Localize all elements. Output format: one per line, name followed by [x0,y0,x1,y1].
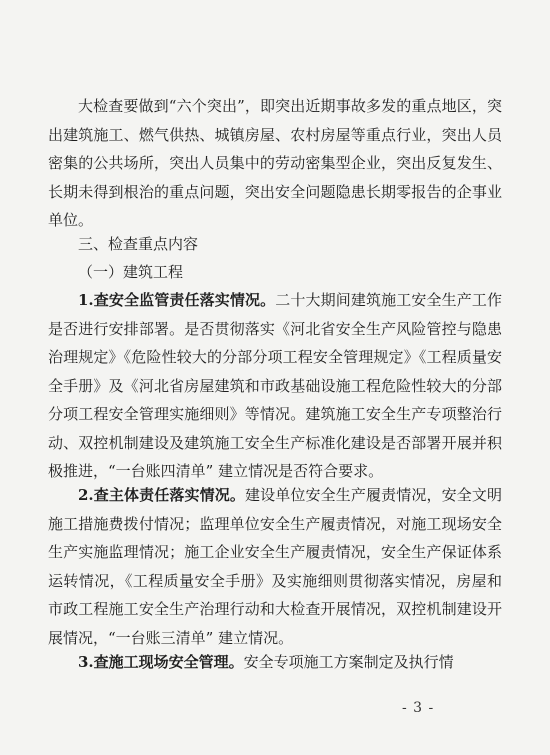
page-number: - 3 - [402,700,435,716]
item-2-paragraph [48,481,502,652]
subsection-1-heading: （一）建筑工程 [78,263,184,281]
item-1-lead: 1.查安全监管责任落实情况。 [78,291,276,309]
item-2-body: 建设单位安全生产履责情况，安全文明施工措施费拨付情况；监理单位安全生产履责情况，对施工现场安全生产实施监理情况；施工企业安全生产履责情况，安全生产保证体系运转情况，《工程质量安全手册》及实施细则贯彻落实情况，房屋和市政工程施工安全生产治理行动和大检查开展情况，双控机制建设开展情况，“一台账三清单” 建立情况。 [48,486,502,647]
item-1-body: 二十大期间建筑施工安全生产工作是否进行安排部署。是否贯彻落实《河北省安全生产风险管控与隐患治理规定》《危险性较大的分部分项工程安全管理规定》《工程质量安全手册》及《河北省房屋建筑和市政基础设施工程危险性较大的分部分项工程安全管理实施细则》等情况。建筑施工安全生产专项整治行动、双控机制建设及建筑施工安全生产标准化建设是否部署开展并积极推进，“一台账四清单” 建立情况是否符合要求。 [48,291,502,480]
item-3-paragraph [48,648,502,677]
item-3-lead: 3.查施工现场安全管理。 [78,653,244,671]
section-3-heading: 三、检查重点内容 [78,235,199,253]
item-2-lead: 2.查主体责任落实情况。 [78,486,246,504]
paragraph-six-focus: 大检查要做到“六个突出”，即突出近期事故多发的重点地区，突出建筑施工、燃气供热、城镇房屋、农村房屋等重点行业，突出人员密集的公共场所，突出人员集中的劳动密集型企业，突出反复发生、长期未得到根治的重点问题，突出安全问题隐患长期零报告的企事业单位。 [48,97,502,229]
item-1-paragraph [48,286,502,486]
item-3-body: 安全专项施工方案制定及执行情 [243,653,454,671]
